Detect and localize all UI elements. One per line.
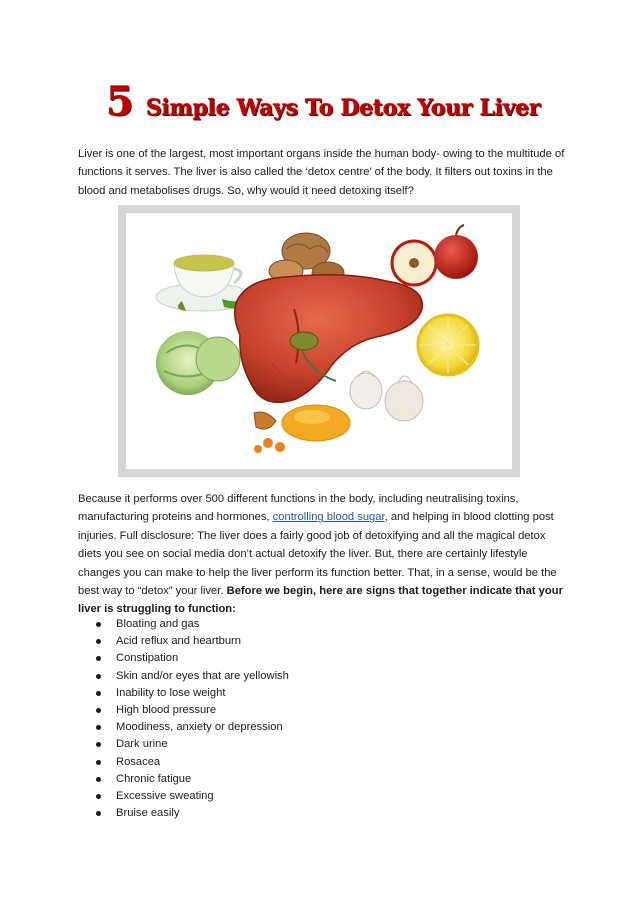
bullet-icon [96, 725, 101, 730]
list-item-text: Bloating and gas [116, 618, 200, 630]
controlling-blood-sugar-link[interactable]: controlling blood sugar [272, 511, 385, 524]
list-item-text: Constipation [116, 652, 179, 665]
apples [392, 225, 478, 285]
body-text-start: Because it performs over 500 different functions in the body, including neutralising toxins, manufacturing proteins and hormones, [78, 493, 519, 524]
body-text-middle: , and helping in blood clotting post injuries. Full disclosure: The liver does a fairly good job of detoxifying and all the magical detox diets you see on social media don’t actual detoxify the liver. But, there are certainly lifestyle changes you can make to help the liver perform its function better. That, in a sense, would be the best way to “detox” your liver. [78, 511, 557, 598]
page-title [78, 78, 568, 125]
bullet-icon [96, 794, 101, 799]
bullet-icon [96, 708, 101, 713]
signs-intro-bold: Before we begin, here are signs that together indicate that your liver is struggling to function: [78, 585, 563, 616]
list-item [78, 771, 568, 788]
list-item [78, 719, 568, 736]
image-canvas [126, 213, 512, 469]
bullet-icon [96, 622, 101, 627]
turmeric-powder [254, 405, 350, 453]
list-item-text: Inability to lose weight [116, 686, 226, 699]
bullet-icon [96, 691, 101, 696]
list-item-text: Moodiness, anxiety or depression [116, 721, 283, 734]
liver-detox-foods-image [118, 205, 520, 477]
list-item [78, 668, 568, 685]
list-item-text: Excessive sweating [116, 789, 214, 802]
list-item [78, 633, 568, 650]
intro-paragraph: Liver is one of the largest, most important organs inside the human body- owing to the multitude of functions it serves. The liver is also called the ‘detox centre’ of the body. It filters out toxins in the blood and metabolises drugs. So, why would it need detoxing itself? [78, 148, 565, 197]
list-item-text: Dark urine [116, 738, 168, 751]
bullet-icon [96, 742, 101, 747]
bullet-icon [96, 777, 101, 782]
liver-foods-illustration [126, 213, 512, 469]
list-item-text: Bruise easily [116, 807, 180, 820]
title-text: Simple Ways To Detox Your Liver [145, 95, 541, 121]
lemon-slice [418, 315, 478, 375]
bullet-icon [96, 639, 101, 644]
list-item-text: Acid reflux and heartburn [116, 635, 242, 648]
list-item-text: High blood pressure [116, 703, 217, 716]
list-item [78, 650, 568, 667]
list-item-text: Skin and/or eyes that are yellowish [116, 669, 289, 682]
list-item [78, 702, 568, 719]
list-item [78, 616, 568, 633]
bullet-icon [96, 760, 101, 765]
liver-signs-list [78, 616, 568, 822]
list-item [78, 788, 568, 805]
liver-organ [235, 275, 423, 403]
cabbage [156, 331, 240, 395]
bullet-icon [96, 656, 101, 661]
body-paragraph [78, 490, 568, 619]
list-item-text: Chronic fatigue [116, 772, 192, 785]
list-item [78, 685, 568, 702]
bullet-icon [96, 811, 101, 816]
list-item-text: Rosacea [116, 755, 161, 768]
garlic [350, 371, 423, 421]
list-item [78, 754, 568, 771]
bullet-icon [96, 674, 101, 679]
list-item [78, 736, 568, 753]
title-number: 5 [105, 78, 135, 125]
list-item [78, 805, 568, 822]
